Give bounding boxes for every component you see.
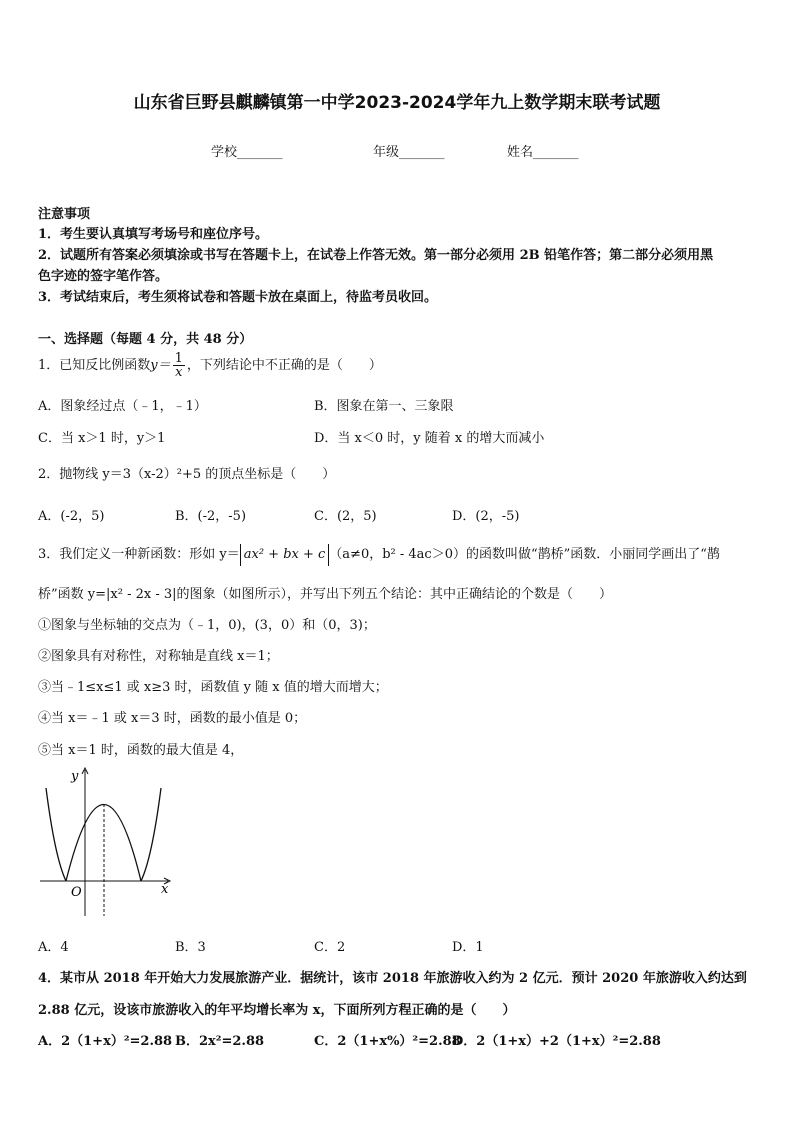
q4-option-c: C．2（1+x%）²=2.88 [314,1034,461,1049]
section-heading: 一、选择题（每题 4 分，共 48 分） [38,332,253,347]
x-axis-label: x [161,882,169,897]
q4-option-a: A．2（1+x）²=2.88 [38,1034,173,1049]
q3-statement-3: ③当﹣1≤x≤1 或 x≥3 时，函数值 y 随 x 值的增大而增大； [38,680,388,695]
q3-option-b: B．3 [175,940,206,955]
q1-option-d: D．当 x＜0 时，y 随着 x 的增大而减小 [314,431,545,446]
curve-left-branch [46,788,66,881]
q3-stem-line2: 桥”函数 y=|x² - 2x - 3|的图象（如图所示），并写出下列五个结论：其中正确结论的个数是（ ） [38,587,613,602]
q3-option-c: C．2 [314,940,346,955]
q1-fraction: $\frac{1}{x}$ [174,351,183,380]
q2-option-a: A．(-2，5) [38,509,105,524]
notes-heading: 注意事项 [38,207,91,222]
q2-option-b: B．(-2，-5) [175,509,247,524]
note-2: 2．试题所有答案必须填涂或书写在答题卡上，在试卷上作答无效。第一部分必须用 2B 铅笔作答；第二部分必须用黑 [38,248,714,263]
q3-abs-expression: ax² + bx + c [240,544,330,566]
q2-option-d: D．(2，-5) [452,509,520,524]
q4-option-b: B．2x²=2.88 [175,1034,265,1049]
q3-statement-5: ⑤当 x＝1 时，函数的最大值是 4， [38,743,244,758]
q3-statement-1: ①图象与坐标轴的交点为（﹣1，0)，(3，0）和（0，3)； [38,618,376,633]
q3-statement-2: ②图象具有对称性，对称轴是直线 x＝1； [38,649,279,664]
q2-stem: 2．抛物线 y＝3（x-2）²+5 的顶点坐标是（ ） [38,467,336,482]
q3-option-d: D．1 [452,940,484,955]
school-field: 学校_______ [211,145,283,160]
exam-title: 山东省巨野县麒麟镇第一中学2023-2024学年九上数学期末联考试题 [133,93,661,113]
grade-field: 年级_______ [373,145,445,160]
q3-option-a: A．4 [38,940,69,955]
q4-option-d: D．2（1+x）+2（1+x）²=2.88 [452,1034,661,1049]
q1-stem: 1．已知反比例函数y＝ $\frac{1}{x}$ ，下列结论中不正确的是（ ） [38,351,382,380]
origin-label: O [71,885,82,900]
q4-stem-line2: 2.88 亿元，设该市旅游收入的年平均增长率为 x，下面所列方程正确的是（ ） [38,1003,516,1018]
name-field: 姓名_______ [507,145,579,160]
q3-statement-4: ④当 x＝﹣1 或 x＝3 时，函数的最小值是 0； [38,711,307,726]
q2-option-c: C．(2，5) [314,509,377,524]
curve-right-branch [141,788,161,881]
note-2-cont: 色字迹的签字笔作答。 [38,269,169,284]
q4-stem-line1: 4．某市从 2018 年开始大力发展旅游产业．据统计，该市 2018 年旅游收入约为 2 亿元．预计 2020 年旅游收入约达到 [38,971,747,986]
q1-option-a: A．图象经过点（﹣1，﹣1） [38,399,207,414]
y-axis-label: y [71,769,79,784]
q3-stem-line1: 3．我们定义一种新函数：形如 y＝ ax² + bx + c （a≠0，b² - 4ac＞0）的函数叫做“鹊桥”函数．小丽同学画出了“鹊 [38,543,720,566]
q3-graph [36,762,182,922]
note-3: 3．考试结束后，考生须将试卷和答题卡放在桌面上，待监考员收回。 [38,290,438,305]
note-1: 1．考生要认真填写考场号和座位序号。 [38,227,269,242]
q1-option-b: B．图象在第一、三象限 [314,399,454,414]
q1-option-c: C．当 x＞1 时，y＞1 [38,431,166,446]
